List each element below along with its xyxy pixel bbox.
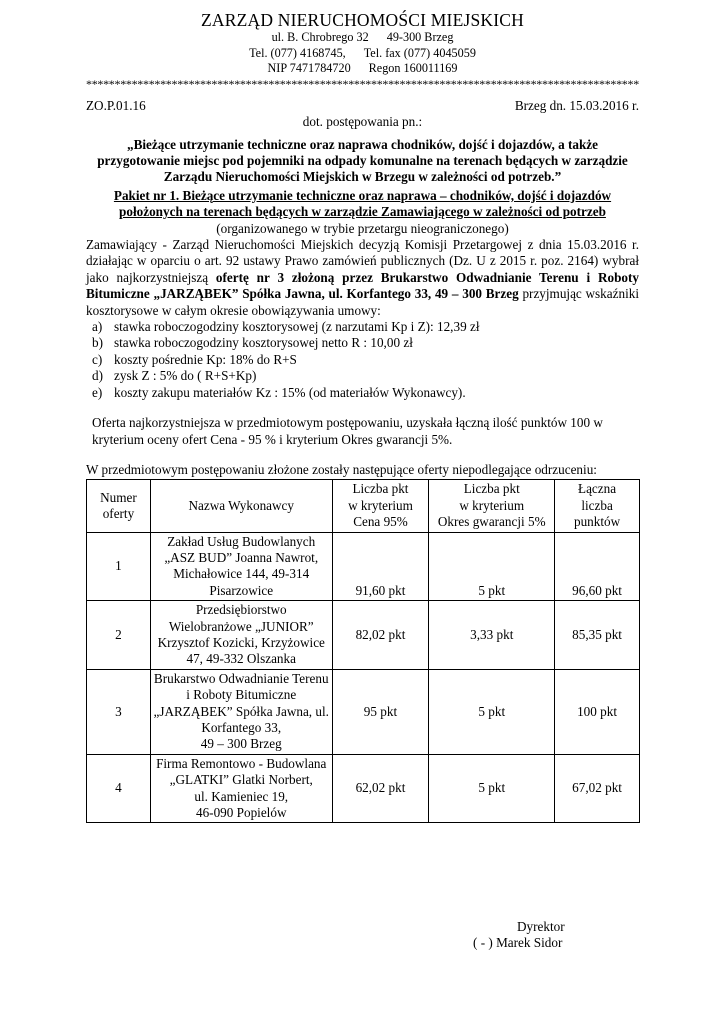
header-number <box>87 480 151 532</box>
header-contractor: Nazwa Wykonawcy <box>150 480 332 532</box>
address-line <box>86 30 639 46</box>
price-points: 82,02 pkt <box>332 601 429 670</box>
postcode-city: 49-300 Brzeg <box>386 30 454 44</box>
list-item <box>92 319 639 335</box>
decision-text-end: przyjmując wskaźniki kosztorysowe w całym okresie obowiązywania umowy: <box>86 286 639 318</box>
warranty-points: 5 pkt <box>429 669 555 754</box>
total-points: 67,02 pkt <box>555 754 640 823</box>
header-line: Numer <box>100 489 137 505</box>
contractor-line: Michałowice 144, 49-314 <box>173 566 310 582</box>
contact-line <box>86 46 639 62</box>
warranty-points: 5 pkt <box>429 532 555 601</box>
reference-code: ZO.P.01.16 <box>86 97 146 113</box>
list-item <box>92 385 639 401</box>
contractor-line: ul. Kamieniec 19, <box>194 788 289 804</box>
header-total-points <box>555 480 640 532</box>
contractor-line: Firma Remontowo - Budowlana <box>156 755 327 771</box>
list-text: stawka roboczogodziny kosztorysowej netto R : 10,00 zł <box>114 335 413 351</box>
list-text: koszty pośrednie Kp: 18% do R+S <box>114 351 297 367</box>
list-item <box>92 335 639 351</box>
header-line: w kryterium <box>348 497 413 513</box>
price-points: 91,60 pkt <box>332 532 429 601</box>
header-line: punktów <box>573 514 621 530</box>
nip: NIP 7471784720 <box>267 61 351 76</box>
fax: Tel. fax (077) 4045059 <box>363 45 476 60</box>
contractor-line: „JARZĄBEK” Spółka Jawna, ul. <box>153 703 329 719</box>
offer-number: 2 <box>87 601 151 670</box>
header-line: Liczba pkt <box>352 481 409 497</box>
header-line: Okres gwarancji 5% <box>437 514 546 530</box>
reference-row <box>86 98 639 114</box>
header-line: oferty <box>102 505 135 521</box>
offer-number: 3 <box>87 669 151 754</box>
list-text: stawka roboczogodziny kosztorysowej (z narzutami Kp i Z): 12,39 zł <box>114 319 480 335</box>
place-date: Brzeg dn. 15.03.2016 r. <box>514 97 639 113</box>
contractor-line: Wielobranżowe „JUNIOR” <box>168 618 314 634</box>
list-letter: b) <box>92 335 103 351</box>
signature-block <box>473 919 593 952</box>
contractor-name <box>150 532 332 601</box>
contractor-line: Krzysztof Kozicki, Krzyżowice <box>157 634 325 650</box>
header-line: Cena 95% <box>353 514 408 530</box>
header-warranty-points <box>429 480 555 532</box>
header-line: Łączna <box>578 481 617 497</box>
table-row <box>87 669 640 754</box>
contractor-line: „ASZ BUD” Joanna Nawrot, <box>164 549 319 565</box>
org-name: ZARZĄD NIERUCHOMOŚCI MIEJSKICH <box>201 10 524 30</box>
procedure-title: „Bieżące utrzymanie techniczne oraz naprawa chodników, dojść i dojazdów, a także przygotowanie miejsc pod pojemniki na odpady komunalne na terenach będących w zarządzie Zarządu Nieruchomości Miejskich w Brzegu w zależności od potrzeb.” <box>97 136 628 185</box>
procedure-mode: (organizowanego w trybie przetargu nieograniczonego) <box>216 220 509 236</box>
total-points: 96,60 pkt <box>555 532 640 601</box>
header-line: liczba <box>581 497 613 513</box>
list-text: koszty zakupu materiałów Kz : 15% (od materiałów Wykonawcy). <box>114 384 466 400</box>
decision-text-start: Zamawiający - Zarząd Nieruchomości Miejskich decyzją Komisji Przetargowej z dnia 15.03.2016 r. działając w oparciu o art. 92 ustawy Prawo zamówień publicznych (Dz. U z 2015 r. poz. 2164) wybrał jako najkorzystniejszą <box>86 237 639 285</box>
registry-line <box>86 61 639 77</box>
contractor-line: Brukarstwo Odwadnianie Terenu <box>153 670 329 686</box>
contractor-line: 46-090 Popielów <box>195 805 287 821</box>
contractor-line: Przedsiębiorstwo <box>195 602 287 618</box>
document-page <box>86 10 639 823</box>
signatory-name: ( - ) Marek Sidor <box>473 935 563 951</box>
table-row <box>87 754 640 823</box>
table-header-row <box>87 480 640 532</box>
offer-number: 1 <box>87 532 151 601</box>
table-row <box>87 532 640 601</box>
contractor-line: Korfantego 33, <box>201 720 282 735</box>
offers-table <box>86 479 640 823</box>
offer-number: 4 <box>87 754 151 823</box>
warranty-points: 3,33 pkt <box>429 601 555 670</box>
result-paragraph: Oferta najkorzystniejsza w przedmiotowym postępowaniu, uzyskała łączną ilość punktów 100 w kryterium oceny ofert Cena - 95 % i kryterium Okres gwarancji 5%. <box>92 415 603 447</box>
header-line: Liczba pkt <box>463 481 520 497</box>
contractor-line: Zakład Usług Budowlanych <box>167 533 316 549</box>
list-letter: d) <box>92 368 103 384</box>
warranty-points: 5 pkt <box>429 754 555 823</box>
list-text: zysk Z : 5% do ( R+S+Kp) <box>114 368 257 384</box>
list-item <box>92 368 639 384</box>
header-separator: ************************************************************************************************* <box>86 77 639 90</box>
contractor-line: i Roboty Bitumiczne <box>186 687 297 703</box>
price-points: 95 pkt <box>332 669 429 754</box>
street: ul. B. Chrobrego 32 <box>271 30 369 44</box>
winning-offer: ofertę nr 3 złożoną przez Brukarstwo Odwadnianie Terenu i Roboty Bitumiczne „JARZĄBEK” Spółka Jawna, ul. Korfantego 33, 49 – 300 Brzeg <box>86 269 639 302</box>
header-price-points <box>332 480 429 532</box>
contractor-name <box>150 754 332 823</box>
contractor-name <box>150 669 332 754</box>
package-title: Pakiet nr 1. Bieżące utrzymanie techniczne oraz naprawa – chodników, dojść i dojazdów położonych na terenach będących w zarządzie Zamawiającego w zależności od potrzeb <box>113 187 612 220</box>
contractor-name <box>150 601 332 670</box>
total-points: 85,35 pkt <box>555 601 640 670</box>
signatory-role: Dyrektor <box>517 919 565 934</box>
total-points: 100 pkt <box>555 669 640 754</box>
contractor-line: Pisarzowice <box>209 582 274 598</box>
phone: Tel. (077) 4168745, <box>249 45 346 60</box>
table-intro: W przedmiotowym postępowaniu złożone zostały następujące oferty niepodlegające odrzuceniu: <box>86 461 597 477</box>
cost-conditions-list <box>86 319 639 401</box>
price-points: 62,02 pkt <box>332 754 429 823</box>
contractor-line: 47, 49-332 Olszanka <box>186 651 296 667</box>
contractor-line: „GLATKI” Glatki Norbert, <box>169 772 313 788</box>
header-line: w kryterium <box>459 497 525 513</box>
decision-paragraph <box>86 237 639 319</box>
contractor-line: 49 – 300 Brzeg <box>200 736 282 752</box>
list-item <box>92 352 639 368</box>
list-letter: c) <box>92 351 103 367</box>
list-letter: a) <box>92 319 103 335</box>
list-letter: e) <box>92 384 103 400</box>
table-row <box>87 601 640 670</box>
regon: Regon 160011169 <box>368 61 458 76</box>
subject-intro: dot. postępowania pn.: <box>302 114 423 130</box>
